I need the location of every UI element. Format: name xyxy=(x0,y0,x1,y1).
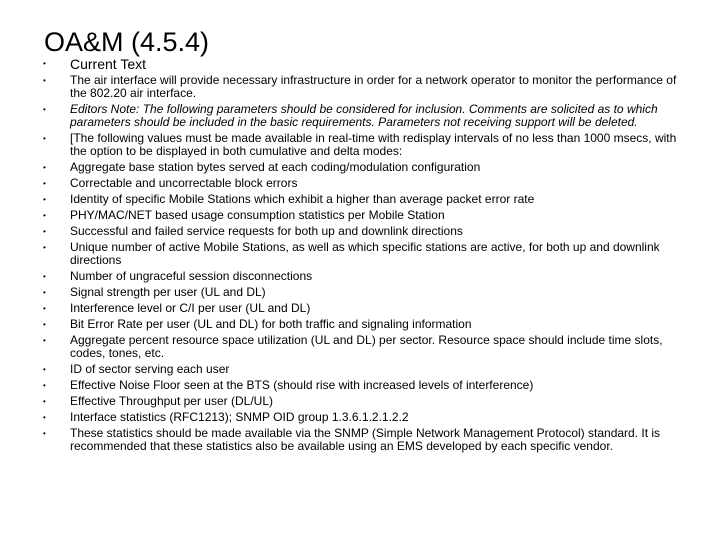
bullet-item xyxy=(43,193,683,209)
bullet-item-text: Interference level or C/I per user (UL and DL) xyxy=(70,301,311,315)
bullet-item xyxy=(43,318,683,334)
bullet-item-text: Signal strength per user (UL and DL) xyxy=(70,285,266,299)
bullet-item xyxy=(43,270,683,286)
bullet-item-text: Number of ungraceful session disconnections xyxy=(70,269,313,283)
bullet-glyph: • xyxy=(43,397,46,406)
bullet-glyph: • xyxy=(43,195,46,204)
bullet-item-text: Interface statistics (RFC1213); SNMP OID group 1.3.6.1.2.1.2.2 xyxy=(70,410,409,424)
bullet-item xyxy=(43,334,683,363)
bullet-item-text: Aggregate percent resource space utilization (UL and DL) per sector. Resource space should include time slots, codes, tones, etc. xyxy=(70,333,663,360)
bullet-item-text: ID of sector serving each user xyxy=(70,362,230,376)
bullet-item-text: Editors Note: The following parameters should be considered for inclusion. Comments are solicited as to which parameters should be included in the basic requirements. Parameters not receiving support will be deleted. xyxy=(70,102,658,129)
bullet-item xyxy=(43,241,683,270)
bullet-glyph: • xyxy=(43,76,46,85)
bullet-item xyxy=(43,379,683,395)
bullet-item xyxy=(43,411,683,427)
bullet-item-text: Unique number of active Mobile Stations, as well as which specific stations are active, for both up and downlink directions xyxy=(70,240,660,267)
slide-title: OA&M (4.5.4) xyxy=(44,27,210,57)
bullet-item xyxy=(43,177,683,193)
bullet-item xyxy=(43,395,683,411)
bullet-glyph: • xyxy=(43,413,46,422)
bullet-item-text: Correctable and uncorrectable block errors xyxy=(70,176,298,190)
bullet-glyph: • xyxy=(43,211,46,220)
bullet-list xyxy=(43,74,683,456)
bullet-glyph: • xyxy=(43,320,46,329)
bullet-item xyxy=(43,103,683,132)
bullet-glyph: • xyxy=(43,179,46,188)
bullet-item-text: [The following values must be made available in real-time with redisplay intervals of no less than 1000 msecs, with the option to be displayed in both cumulative and delta modes: xyxy=(70,131,677,158)
bullet-glyph: • xyxy=(43,365,46,374)
bullet-glyph: • xyxy=(43,163,46,172)
bullet-glyph: • xyxy=(43,227,46,236)
bullet-glyph: • xyxy=(43,243,46,252)
bullet-glyph: • xyxy=(43,336,46,345)
bullet-glyph: • xyxy=(43,288,46,297)
bullet-item-text: The air interface will provide necessary infrastructure in order for a network operator to monitor the performance of the 802.20 air interface. xyxy=(70,73,677,100)
bullet-glyph: • xyxy=(43,272,46,281)
bullet-item xyxy=(43,286,683,302)
bullet-glyph: • xyxy=(43,105,46,114)
bullet-item xyxy=(43,209,683,225)
bullet-item-text: Identity of specific Mobile Stations which exhibit a higher than average packet error rate xyxy=(70,192,535,206)
bullet-glyph: • xyxy=(43,134,46,143)
bullet-item xyxy=(43,225,683,241)
bullet-item-text: Effective Throughput per user (DL/UL) xyxy=(70,394,273,408)
bullet-item xyxy=(43,161,683,177)
bullet-item xyxy=(43,363,683,379)
bullet-item xyxy=(43,132,683,161)
heading-label: Current Text xyxy=(70,56,146,72)
bullet-glyph: • xyxy=(43,59,46,68)
bullet-item-text: Bit Error Rate per user (UL and DL) for both traffic and signaling information xyxy=(70,317,472,331)
bullet-item-text: Successful and failed service requests for both up and downlink directions xyxy=(70,224,463,238)
bullet-item-text: These statistics should be made available via the SNMP (Simple Network Management Protocol) standard. It is recommended that these statistics also be available using an EMS developed by each specific vendor. xyxy=(70,426,661,453)
bullet-item-text: Aggregate base station bytes served at each coding/modulation configuration xyxy=(70,160,481,174)
bullet-item xyxy=(43,74,683,103)
bullet-item-text: Effective Noise Floor seen at the BTS (should rise with increased levels of interference) xyxy=(70,378,534,392)
bullet-item-text: PHY/MAC/NET based usage consumption statistics per Mobile Station xyxy=(70,208,445,222)
bullet-glyph: • xyxy=(43,304,46,313)
bullet-item xyxy=(43,302,683,318)
bullet-glyph: • xyxy=(43,429,46,438)
bullet-item xyxy=(43,427,683,456)
bullet-glyph: • xyxy=(43,381,46,390)
